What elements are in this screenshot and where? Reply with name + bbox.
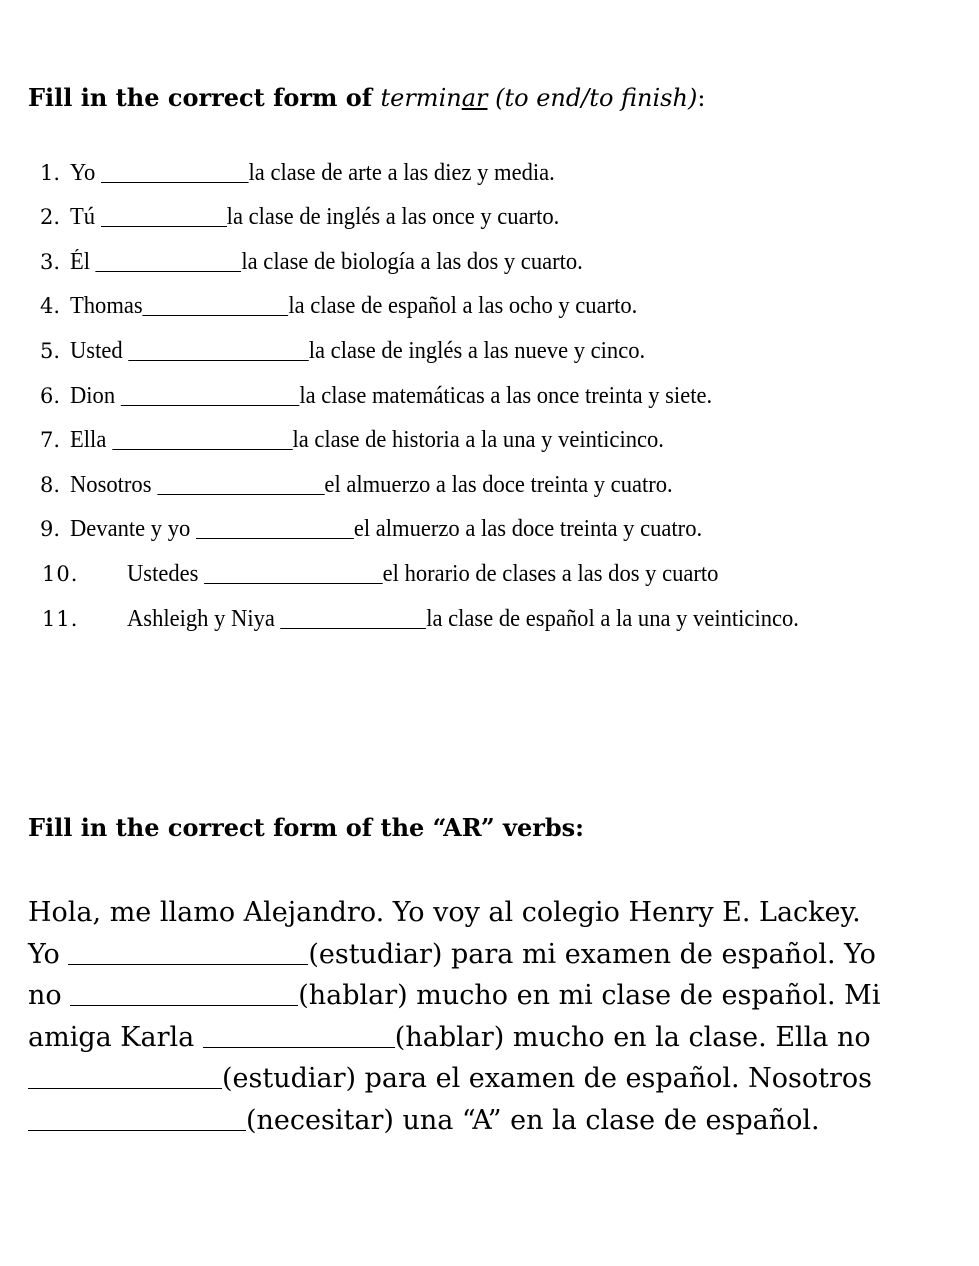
- item-number: 8.: [40, 473, 61, 497]
- answer-blank[interactable]: [143, 293, 289, 316]
- item-subject: Ustedes: [127, 561, 205, 587]
- verb-stem: termin: [380, 84, 462, 112]
- item-text: la clase de español a la una y veinticinco.: [426, 606, 799, 632]
- item-text: la clase matemáticas a las once treinta y siete.: [299, 383, 713, 409]
- item-subject: Usted: [70, 338, 129, 364]
- answer-blank[interactable]: [203, 1023, 395, 1048]
- item-text: el horario de clases a las dos y cuarto: [382, 561, 719, 587]
- line-text: Hola, me llamo Alejandro. Yo voy al colegio Henry E. Lackey.: [28, 897, 861, 928]
- paragraph-line: [28, 1017, 958, 1059]
- item-text: la clase de español a las ocho y cuarto.: [288, 293, 638, 319]
- section1-heading-bold: Fill in the correct form of: [28, 83, 381, 112]
- item-number: 6.: [40, 384, 61, 408]
- line-text: (necesitar) una “A” en la clase de español.: [246, 1104, 820, 1136]
- fill-in-paragraph: [28, 892, 958, 1141]
- line-text: amiga Karla: [28, 1021, 203, 1053]
- item-number: 3.: [40, 250, 61, 274]
- answer-blank[interactable]: [112, 427, 292, 450]
- answer-blank[interactable]: [101, 160, 249, 183]
- item-number: 10.: [42, 562, 79, 586]
- item-subject: Él: [70, 249, 96, 275]
- item-text: el almuerzo a las doce treinta y cuatro.: [353, 516, 703, 542]
- item-subject: Ashleigh y Niya: [127, 606, 281, 632]
- line-text: (hablar) mucho en mi clase de español. Mi: [298, 980, 881, 1011]
- item-number: 9.: [40, 517, 61, 541]
- item-number: 4.: [40, 294, 61, 318]
- item-content: [70, 199, 559, 235]
- item-text: la clase de inglés a las nueve y cinco.: [308, 338, 646, 364]
- item-number: 7.: [40, 428, 61, 452]
- item-text: la clase de biología a las dos y cuarto.: [241, 249, 583, 275]
- item-content: [127, 556, 718, 592]
- heading-colon: :: [697, 84, 706, 112]
- paragraph-line: [28, 1100, 958, 1142]
- answer-blank[interactable]: [70, 981, 298, 1006]
- line-text: (hablar) mucho en la clase. Ella no: [394, 1021, 871, 1053]
- section1-heading-verb: [380, 84, 697, 112]
- item-content: [70, 422, 664, 458]
- verb-meaning: (to end/to finish): [487, 84, 698, 112]
- section2-heading-text: Fill in the correct form of the “AR” verbs:: [28, 813, 585, 842]
- item-content: [70, 511, 702, 547]
- answer-blank[interactable]: [68, 940, 308, 965]
- item-content: [70, 244, 583, 280]
- item-subject: Thomas: [70, 293, 143, 319]
- verb-ending: ar: [461, 84, 488, 112]
- item-number: 11.: [42, 607, 79, 631]
- answer-blank[interactable]: [281, 606, 427, 629]
- item-subject: Devante y yo: [70, 516, 196, 542]
- item-content: [70, 333, 645, 369]
- item-number: 2.: [40, 205, 61, 229]
- paragraph-line: [28, 975, 958, 1017]
- item-content: [70, 155, 555, 191]
- item-number: 5.: [40, 339, 61, 363]
- item-subject: Tú: [70, 204, 101, 230]
- paragraph-line: [28, 892, 958, 934]
- item-text: el almuerzo a las doce treinta y cuatro.: [324, 472, 673, 498]
- answer-blank[interactable]: [101, 204, 227, 227]
- item-subject: Dion: [70, 383, 121, 409]
- answer-blank[interactable]: [28, 1064, 222, 1089]
- item-content: [70, 378, 712, 414]
- paragraph-line: [28, 1058, 958, 1100]
- item-subject: Ella: [70, 427, 112, 453]
- item-subject: Nosotros: [70, 472, 158, 498]
- item-number: 1.: [40, 161, 61, 185]
- item-content: [70, 288, 637, 324]
- answer-blank[interactable]: [121, 383, 300, 406]
- line-text: Yo: [28, 938, 69, 970]
- answer-blank[interactable]: [204, 561, 383, 584]
- item-text: la clase de historia a la una y veinticinco.: [292, 427, 664, 453]
- line-text: no: [28, 980, 71, 1011]
- answer-blank[interactable]: [128, 338, 308, 361]
- item-subject: Yo: [70, 160, 101, 186]
- answer-blank[interactable]: [157, 472, 324, 495]
- item-text: la clase de arte a las diez y media.: [248, 160, 555, 186]
- item-text: la clase de inglés a las once y cuarto.: [226, 204, 560, 230]
- line-text: (estudiar) para mi examen de español. Yo: [308, 938, 876, 970]
- item-content: [70, 467, 673, 503]
- paragraph-line: [28, 934, 958, 976]
- answer-blank[interactable]: [28, 1106, 246, 1131]
- answer-blank[interactable]: [96, 249, 242, 272]
- answer-blank[interactable]: [196, 516, 354, 539]
- section1-heading: [28, 83, 705, 112]
- item-content: [127, 601, 799, 637]
- line-text: (estudiar) para el examen de español. Nosotros: [222, 1063, 873, 1094]
- section2-heading: [28, 813, 584, 842]
